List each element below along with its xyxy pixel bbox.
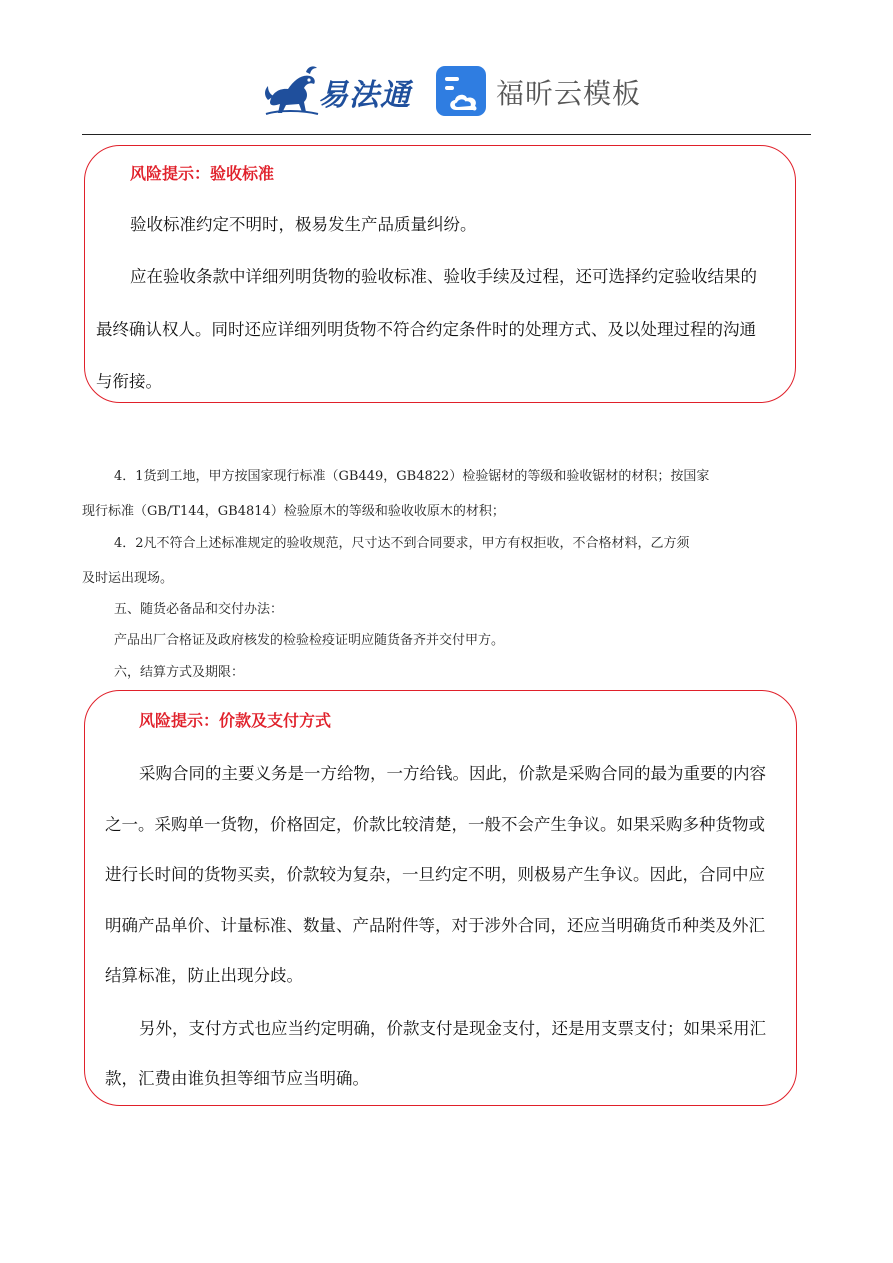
risk-text-line: 应在验收条款中详细列明货物的验收标准、验收手续及过程，还可选择约定验收结果的: [130, 267, 757, 286]
risk-title-payment: 风险提示：价款及支付方式: [139, 711, 332, 730]
risk-text-line: 进行长时间的货物买卖，价款较为复杂，一旦约定不明，则极易产生争议。因此，合同中应: [105, 865, 765, 884]
yifatong-logo: [262, 62, 422, 118]
risk-text-line: 结算标准，防止出现分歧。: [105, 966, 303, 985]
clause-4-2-line-1: 4．2凡不符合上述标准规定的验收规范，尺寸达不到合同要求，甲方有权拒收，不合格材料，乙方须: [114, 536, 690, 551]
clause-4-2-line-2: 及时运出现场。: [82, 571, 174, 586]
risk-text-line: 采购合同的主要义务是一方给物，一方给钱。因此，价款是采购合同的最为重要的内容: [139, 764, 766, 783]
risk-title-acceptance: 风险提示：验收标准: [130, 164, 275, 183]
risk-text-line: 与衔接。: [96, 372, 162, 391]
page-header: [0, 0, 893, 136]
section-5-heading: 五、随货必备品和交付办法：: [114, 602, 284, 617]
risk-text-line: 验收标准约定不明时，极易发生产品质量纠纷。: [130, 215, 477, 234]
clause-4-1-line-2: 现行标准（GB/T144，GB4814）检验原木的等级和验收收原木的材积；: [82, 504, 505, 519]
risk-text-line: 另外，支付方式也应当约定明确，价款支付是现金支付，还是用支票支付；如果采用汇: [139, 1019, 766, 1038]
section-5-text: 产品出厂合格证及政府核发的检验检疫证明应随货备齐并交付甲方。: [114, 633, 505, 648]
risk-text-line: 款，汇费由谁负担等细节应当明确。: [105, 1069, 369, 1088]
risk-text-line: 最终确认权人。同时还应详细列明货物不符合约定条件时的处理方式、及以处理过程的沟通: [96, 320, 756, 339]
foxit-template-logo-text: 福昕云模板: [496, 77, 642, 110]
foxit-template-logo: [436, 66, 646, 118]
yifatong-logo-text: 易法通: [318, 78, 411, 113]
risk-text-line: 之一。采购单一货物，价格固定，价款比较清楚，一般不会产生争议。如果采购多种货物或: [105, 815, 765, 834]
cloud-document-icon: [436, 66, 486, 116]
section-6-heading: 六，结算方式及期限：: [114, 665, 245, 680]
header-divider: [82, 134, 811, 135]
qilin-icon: [262, 62, 320, 118]
risk-notice-payment: [84, 690, 797, 1106]
clause-4-1-line-1: 4．1货到工地，甲方按国家现行标准（GB449，GB4822）检验锯材的等级和验收锯材的材积；按国家: [114, 469, 710, 484]
risk-text-line: 明确产品单价、计量标准、数量、产品附件等，对于涉外合同，还应当明确货币种类及外汇: [105, 916, 765, 935]
